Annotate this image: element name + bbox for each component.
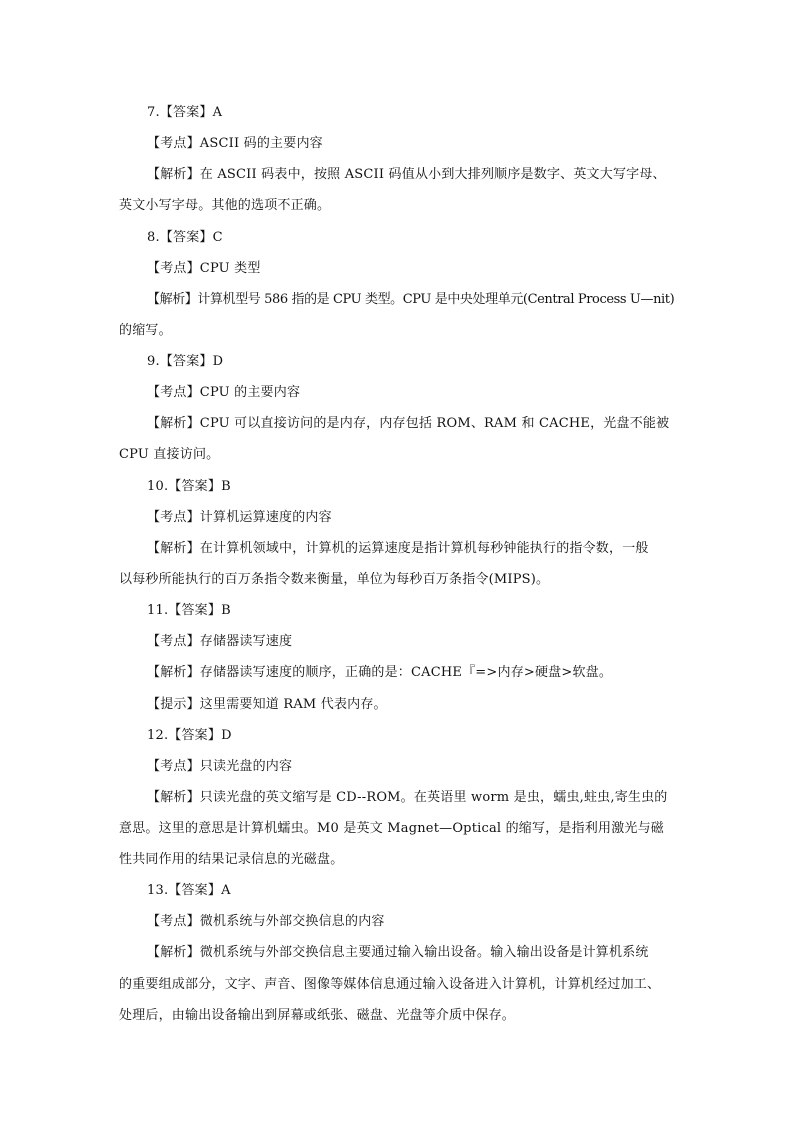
analysis-line-9: 【解析】CPU 可以直接访问的是内存，内存包括 ROM、RAM 和 CACHE，光盘不能被	[147, 416, 670, 431]
answer-line-11: 11.【答案】B	[147, 603, 231, 618]
analysis-cont-10: 以每秒所能执行的百万条指令数来衡量，单位为每秒百万条指令(MIPS)。	[119, 572, 550, 587]
exam-point-line-13: 【考点】微机系统与外部交换信息的内容	[147, 914, 385, 929]
exam-point-line-8: 【考点】CPU 类型	[147, 261, 261, 276]
exam-point-line-11: 【考点】存储器读写速度	[147, 634, 293, 649]
exam-point-line-7: 【考点】ASCII 码的主要内容	[147, 136, 323, 151]
exam-point-line-12: 【考点】只读光盘的内容	[147, 759, 293, 774]
answer-line-13: 13.【答案】A	[147, 883, 231, 898]
analysis-line-11: 【解析】存储器读写速度的顺序，正确的是：CACHE『=>内存>硬盘>软盘。	[147, 665, 613, 680]
answer-line-12: 12.【答案】D	[147, 728, 232, 743]
analysis-cont-13b: 处理后，由输出设备输出到屏幕或纸张、磁盘、光盘等介质中保存。	[119, 1008, 516, 1023]
analysis-cont-7: 英文小写字母。其他的选项不正确。	[119, 198, 331, 213]
analysis-cont-9: CPU 直接访问。	[119, 447, 220, 462]
hint-line-11: 【提示】这里需要知道 RAM 代表内存。	[147, 697, 387, 712]
answer-line-10: 10.【答案】B	[147, 479, 231, 494]
analysis-line-10: 【解析】在计算机领域中，计算机的运算速度是指计算机每秒钟能执行的指令数，一般	[147, 541, 649, 556]
analysis-line-7: 【解析】在 ASCII 码表中，按照 ASCII 码值从小到大排列顺序是数字、英文大写字母、	[147, 167, 666, 182]
answer-line-7: 7.【答案】A	[147, 105, 223, 120]
analysis-line-12: 【解析】只读光盘的英文缩写是 CD--ROM。在英语里 worm 是虫，蠕虫,蛀虫,寄生虫的	[147, 790, 668, 805]
analysis-cont-13a: 的重要组成部分，文字、声音、图像等媒体信息通过输入设备进入计算机，计算机经过加工、	[119, 977, 661, 992]
exam-point-line-10: 【考点】计算机运算速度的内容	[147, 510, 332, 525]
answer-line-8: 8.【答案】C	[147, 230, 223, 245]
analysis-cont-12a: 意思。这里的意思是计算机蠕虫。M0 是英文 Magnet—Optical 的缩写，是指利用激光与磁	[119, 821, 665, 836]
exam-point-line-9: 【考点】CPU 的主要内容	[147, 385, 301, 400]
analysis-cont-8: 的缩写。	[119, 323, 172, 338]
answer-line-9: 9.【答案】D	[147, 354, 224, 369]
analysis-line-13: 【解析】微机系统与外部交换信息主要通过输入输出设备。输入输出设备是计算机系统	[147, 945, 649, 960]
analysis-cont-12b: 性共同作用的结果记录信息的光磁盘。	[119, 852, 344, 867]
analysis-line-8: 【解析】计算机型号 586 指的是 CPU 类型。CPU 是中央处理单元(Central Process U—nit)	[147, 292, 675, 307]
